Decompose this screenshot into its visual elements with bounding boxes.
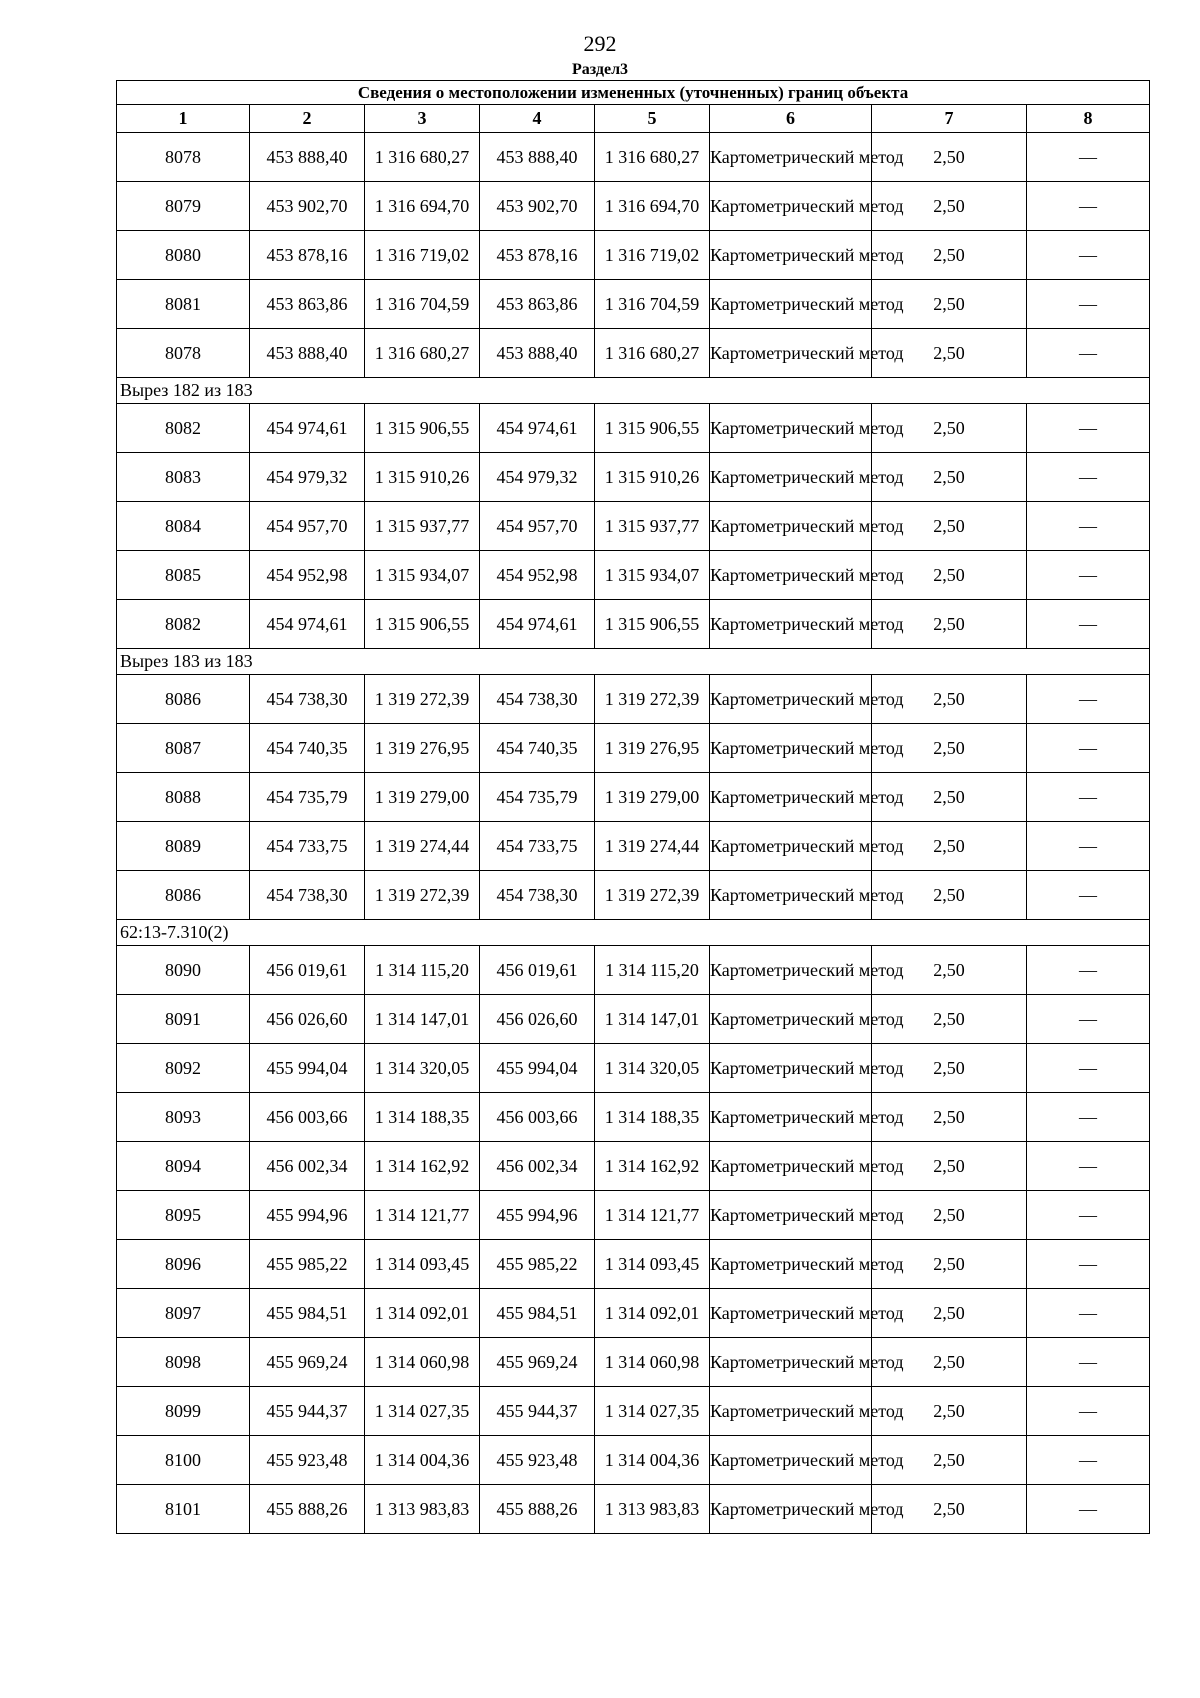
y-refined-cell: 1 319 272,39 [595, 675, 710, 724]
description-cell: — [1027, 1093, 1150, 1142]
description-cell: — [1027, 1387, 1150, 1436]
column-header: 2 [250, 105, 365, 133]
accuracy-cell: 2,50 [872, 946, 1027, 995]
table-row [117, 404, 1150, 453]
point-number-cell: 8100 [117, 1436, 250, 1485]
description-cell: — [1027, 995, 1150, 1044]
table-row [117, 1338, 1150, 1387]
accuracy-cell: 2,50 [872, 1191, 1027, 1240]
method-cell: Картометрический метод [710, 404, 872, 453]
accuracy-cell: 2,50 [872, 133, 1027, 182]
point-number-cell: 8079 [117, 182, 250, 231]
description-cell: — [1027, 1191, 1150, 1240]
accuracy-cell: 2,50 [872, 404, 1027, 453]
y-existing-cell: 1 314 093,45 [365, 1240, 480, 1289]
x-existing-cell: 454 957,70 [250, 502, 365, 551]
description-cell: — [1027, 871, 1150, 920]
x-existing-cell: 454 740,35 [250, 724, 365, 773]
y-existing-cell: 1 314 115,20 [365, 946, 480, 995]
description-cell: — [1027, 1485, 1150, 1534]
accuracy-cell: 2,50 [872, 1093, 1027, 1142]
y-refined-cell: 1 319 279,00 [595, 773, 710, 822]
table-row [117, 1093, 1150, 1142]
method-cell: Картометрический метод [710, 551, 872, 600]
method-cell: Картометрический метод [710, 182, 872, 231]
table-row [117, 724, 1150, 773]
table-row [117, 280, 1150, 329]
x-existing-cell: 454 735,79 [250, 773, 365, 822]
description-cell: — [1027, 404, 1150, 453]
method-cell: Картометрический метод [710, 1142, 872, 1191]
description-cell: — [1027, 329, 1150, 378]
y-existing-cell: 1 316 680,27 [365, 133, 480, 182]
point-number-cell: 8091 [117, 995, 250, 1044]
x-refined-cell: 453 863,86 [480, 280, 595, 329]
y-refined-cell: 1 314 115,20 [595, 946, 710, 995]
method-cell: Картометрический метод [710, 822, 872, 871]
x-refined-cell: 453 888,40 [480, 133, 595, 182]
y-refined-cell: 1 314 147,01 [595, 995, 710, 1044]
y-existing-cell: 1 316 719,02 [365, 231, 480, 280]
x-existing-cell: 455 969,24 [250, 1338, 365, 1387]
y-existing-cell: 1 319 279,00 [365, 773, 480, 822]
method-cell: Картометрический метод [710, 453, 872, 502]
description-cell: — [1027, 1044, 1150, 1093]
description-cell: — [1027, 675, 1150, 724]
x-refined-cell: 455 923,48 [480, 1436, 595, 1485]
description-cell: — [1027, 280, 1150, 329]
y-existing-cell: 1 314 147,01 [365, 995, 480, 1044]
x-existing-cell: 453 878,16 [250, 231, 365, 280]
y-existing-cell: 1 319 274,44 [365, 822, 480, 871]
x-existing-cell: 456 003,66 [250, 1093, 365, 1142]
table-row [117, 329, 1150, 378]
x-refined-cell: 454 979,32 [480, 453, 595, 502]
point-number-cell: 8089 [117, 822, 250, 871]
y-refined-cell: 1 314 004,36 [595, 1436, 710, 1485]
y-refined-cell: 1 316 704,59 [595, 280, 710, 329]
x-existing-cell: 455 923,48 [250, 1436, 365, 1485]
description-cell: — [1027, 1240, 1150, 1289]
point-number-cell: 8087 [117, 724, 250, 773]
table-row [117, 1142, 1150, 1191]
section-label: Раздел3 [571, 61, 629, 78]
method-cell: Картометрический метод [710, 1044, 872, 1093]
method-cell: Картометрический метод [710, 724, 872, 773]
y-existing-cell: 1 314 027,35 [365, 1387, 480, 1436]
method-cell: Картометрический метод [710, 946, 872, 995]
method-cell: Картометрический метод [710, 1289, 872, 1338]
method-cell: Картометрический метод [710, 231, 872, 280]
y-refined-cell: 1 319 276,95 [595, 724, 710, 773]
method-cell: Картометрический метод [710, 600, 872, 649]
accuracy-cell: 2,50 [872, 280, 1027, 329]
description-cell: — [1027, 1436, 1150, 1485]
group-heading-row [117, 649, 1150, 675]
table-row [117, 773, 1150, 822]
y-existing-cell: 1 314 092,01 [365, 1289, 480, 1338]
x-existing-cell: 454 733,75 [250, 822, 365, 871]
y-existing-cell: 1 316 694,70 [365, 182, 480, 231]
group-heading-row [117, 920, 1150, 946]
group-heading: Вырез 183 из 183 [117, 649, 1150, 675]
y-refined-cell: 1 316 680,27 [595, 329, 710, 378]
x-existing-cell: 456 019,61 [250, 946, 365, 995]
table-title: Сведения о местоположении измененных (уточненных) границ объекта [117, 81, 1150, 105]
description-cell: — [1027, 182, 1150, 231]
method-cell: Картометрический метод [710, 1093, 872, 1142]
table-row [117, 182, 1150, 231]
x-refined-cell: 456 026,60 [480, 995, 595, 1044]
x-existing-cell: 454 952,98 [250, 551, 365, 600]
x-refined-cell: 455 994,96 [480, 1191, 595, 1240]
x-existing-cell: 453 888,40 [250, 133, 365, 182]
description-cell: — [1027, 773, 1150, 822]
description-cell: — [1027, 502, 1150, 551]
method-cell: Картометрический метод [710, 995, 872, 1044]
accuracy-cell: 2,50 [872, 600, 1027, 649]
x-refined-cell: 454 738,30 [480, 871, 595, 920]
x-refined-cell: 454 974,61 [480, 404, 595, 453]
y-refined-cell: 1 319 274,44 [595, 822, 710, 871]
accuracy-cell: 2,50 [872, 453, 1027, 502]
description-cell: — [1027, 231, 1150, 280]
point-number-cell: 8092 [117, 1044, 250, 1093]
y-existing-cell: 1 314 162,92 [365, 1142, 480, 1191]
point-number-cell: 8101 [117, 1485, 250, 1534]
x-existing-cell: 455 944,37 [250, 1387, 365, 1436]
x-existing-cell: 454 974,61 [250, 404, 365, 453]
method-cell: Картометрический метод [710, 133, 872, 182]
table-row [117, 946, 1150, 995]
y-existing-cell: 1 314 320,05 [365, 1044, 480, 1093]
accuracy-cell: 2,50 [872, 182, 1027, 231]
method-cell: Картометрический метод [710, 1338, 872, 1387]
y-refined-cell: 1 315 937,77 [595, 502, 710, 551]
y-existing-cell: 1 319 272,39 [365, 871, 480, 920]
x-refined-cell: 454 740,35 [480, 724, 595, 773]
accuracy-cell: 2,50 [872, 1289, 1027, 1338]
y-refined-cell: 1 314 093,45 [595, 1240, 710, 1289]
x-refined-cell: 453 888,40 [480, 329, 595, 378]
method-cell: Картометрический метод [710, 1240, 872, 1289]
x-existing-cell: 454 979,32 [250, 453, 365, 502]
method-cell: Картометрический метод [710, 773, 872, 822]
y-refined-cell: 1 314 121,77 [595, 1191, 710, 1240]
point-number-cell: 8095 [117, 1191, 250, 1240]
x-existing-cell: 454 738,30 [250, 675, 365, 724]
column-header: 6 [710, 105, 872, 133]
point-number-cell: 8099 [117, 1387, 250, 1436]
x-refined-cell: 454 738,30 [480, 675, 595, 724]
y-existing-cell: 1 319 276,95 [365, 724, 480, 773]
point-number-cell: 8098 [117, 1338, 250, 1387]
table-row [117, 1289, 1150, 1338]
table-row [117, 822, 1150, 871]
table-row [117, 1240, 1150, 1289]
point-number-cell: 8083 [117, 453, 250, 502]
point-number-cell: 8084 [117, 502, 250, 551]
x-refined-cell: 456 019,61 [480, 946, 595, 995]
accuracy-cell: 2,50 [872, 724, 1027, 773]
table-row [117, 453, 1150, 502]
table-body [117, 81, 1150, 1534]
method-cell: Картометрический метод [710, 675, 872, 724]
point-number-cell: 8096 [117, 1240, 250, 1289]
x-refined-cell: 454 974,61 [480, 600, 595, 649]
description-cell: — [1027, 946, 1150, 995]
y-refined-cell: 1 315 910,26 [595, 453, 710, 502]
y-refined-cell: 1 316 680,27 [595, 133, 710, 182]
description-cell: — [1027, 600, 1150, 649]
y-refined-cell: 1 314 162,92 [595, 1142, 710, 1191]
accuracy-cell: 2,50 [872, 1485, 1027, 1534]
x-refined-cell: 454 733,75 [480, 822, 595, 871]
point-number-cell: 8086 [117, 675, 250, 724]
point-number-cell: 8080 [117, 231, 250, 280]
column-header: 4 [480, 105, 595, 133]
group-heading-row [117, 378, 1150, 404]
x-existing-cell: 455 984,51 [250, 1289, 365, 1338]
accuracy-cell: 2,50 [872, 231, 1027, 280]
point-number-cell: 8081 [117, 280, 250, 329]
point-number-cell: 8086 [117, 871, 250, 920]
boundary-coordinates-table [116, 80, 1150, 1534]
accuracy-cell: 2,50 [872, 1436, 1027, 1485]
group-heading: Вырез 182 из 183 [117, 378, 1150, 404]
table-row [117, 231, 1150, 280]
accuracy-cell: 2,50 [872, 1387, 1027, 1436]
y-refined-cell: 1 316 694,70 [595, 182, 710, 231]
point-number-cell: 8090 [117, 946, 250, 995]
point-number-cell: 8085 [117, 551, 250, 600]
x-refined-cell: 454 735,79 [480, 773, 595, 822]
y-existing-cell: 1 316 704,59 [365, 280, 480, 329]
y-refined-cell: 1 315 934,07 [595, 551, 710, 600]
point-number-cell: 8082 [117, 600, 250, 649]
table-row [117, 995, 1150, 1044]
x-refined-cell: 456 003,66 [480, 1093, 595, 1142]
x-refined-cell: 453 902,70 [480, 182, 595, 231]
accuracy-cell: 2,50 [872, 773, 1027, 822]
x-existing-cell: 454 738,30 [250, 871, 365, 920]
point-number-cell: 8078 [117, 133, 250, 182]
point-number-cell: 8078 [117, 329, 250, 378]
table-title-row [117, 81, 1150, 105]
description-cell: — [1027, 724, 1150, 773]
description-cell: — [1027, 453, 1150, 502]
method-cell: Картометрический метод [710, 871, 872, 920]
table-row [117, 1044, 1150, 1093]
y-existing-cell: 1 314 188,35 [365, 1093, 480, 1142]
y-refined-cell: 1 315 906,55 [595, 600, 710, 649]
x-refined-cell: 455 985,22 [480, 1240, 595, 1289]
x-refined-cell: 455 888,26 [480, 1485, 595, 1534]
group-heading: 62:13-7.310(2) [117, 920, 1150, 946]
y-refined-cell: 1 313 983,83 [595, 1485, 710, 1534]
point-number-cell: 8088 [117, 773, 250, 822]
y-existing-cell: 1 315 910,26 [365, 453, 480, 502]
method-cell: Картометрический метод [710, 1191, 872, 1240]
accuracy-cell: 2,50 [872, 871, 1027, 920]
table-row [117, 871, 1150, 920]
table-row [117, 133, 1150, 182]
column-header: 1 [117, 105, 250, 133]
accuracy-cell: 2,50 [872, 551, 1027, 600]
table-row [117, 1387, 1150, 1436]
x-existing-cell: 454 974,61 [250, 600, 365, 649]
accuracy-cell: 2,50 [872, 329, 1027, 378]
accuracy-cell: 2,50 [872, 1338, 1027, 1387]
method-cell: Картометрический метод [710, 280, 872, 329]
point-number-cell: 8093 [117, 1093, 250, 1142]
x-refined-cell: 455 969,24 [480, 1338, 595, 1387]
x-refined-cell: 454 952,98 [480, 551, 595, 600]
table-row [117, 1191, 1150, 1240]
accuracy-cell: 2,50 [872, 1142, 1027, 1191]
x-existing-cell: 455 994,04 [250, 1044, 365, 1093]
y-existing-cell: 1 315 937,77 [365, 502, 480, 551]
y-existing-cell: 1 315 906,55 [365, 404, 480, 453]
description-cell: — [1027, 1338, 1150, 1387]
y-refined-cell: 1 316 719,02 [595, 231, 710, 280]
x-refined-cell: 455 944,37 [480, 1387, 595, 1436]
accuracy-cell: 2,50 [872, 822, 1027, 871]
x-existing-cell: 455 985,22 [250, 1240, 365, 1289]
column-header: 8 [1027, 105, 1150, 133]
x-existing-cell: 456 026,60 [250, 995, 365, 1044]
x-existing-cell: 453 888,40 [250, 329, 365, 378]
method-cell: Картометрический метод [710, 1387, 872, 1436]
accuracy-cell: 2,50 [872, 995, 1027, 1044]
y-refined-cell: 1 314 092,01 [595, 1289, 710, 1338]
table-row [117, 1436, 1150, 1485]
page-number: 292 [583, 31, 617, 56]
y-existing-cell: 1 314 060,98 [365, 1338, 480, 1387]
y-refined-cell: 1 315 906,55 [595, 404, 710, 453]
y-existing-cell: 1 319 272,39 [365, 675, 480, 724]
accuracy-cell: 2,50 [872, 675, 1027, 724]
point-number-cell: 8082 [117, 404, 250, 453]
x-existing-cell: 455 888,26 [250, 1485, 365, 1534]
method-cell: Картометрический метод [710, 1485, 872, 1534]
point-number-cell: 8097 [117, 1289, 250, 1338]
x-refined-cell: 453 878,16 [480, 231, 595, 280]
table-row [117, 600, 1150, 649]
table-row [117, 675, 1150, 724]
x-existing-cell: 456 002,34 [250, 1142, 365, 1191]
column-header: 7 [872, 105, 1027, 133]
y-refined-cell: 1 314 060,98 [595, 1338, 710, 1387]
x-refined-cell: 455 984,51 [480, 1289, 595, 1338]
column-header: 3 [365, 105, 480, 133]
table-row [117, 551, 1150, 600]
method-cell: Картометрический метод [710, 1436, 872, 1485]
y-refined-cell: 1 314 027,35 [595, 1387, 710, 1436]
point-number-cell: 8094 [117, 1142, 250, 1191]
description-cell: — [1027, 822, 1150, 871]
table-row [117, 502, 1150, 551]
y-existing-cell: 1 315 934,07 [365, 551, 480, 600]
y-existing-cell: 1 315 906,55 [365, 600, 480, 649]
y-refined-cell: 1 314 188,35 [595, 1093, 710, 1142]
y-refined-cell: 1 319 272,39 [595, 871, 710, 920]
method-cell: Картометрический метод [710, 502, 872, 551]
y-existing-cell: 1 314 121,77 [365, 1191, 480, 1240]
x-existing-cell: 455 994,96 [250, 1191, 365, 1240]
table-row [117, 1485, 1150, 1534]
description-cell: — [1027, 1289, 1150, 1338]
y-existing-cell: 1 314 004,36 [365, 1436, 480, 1485]
x-existing-cell: 453 863,86 [250, 280, 365, 329]
column-number-row [117, 105, 1150, 133]
x-existing-cell: 453 902,70 [250, 182, 365, 231]
description-cell: — [1027, 133, 1150, 182]
x-refined-cell: 455 994,04 [480, 1044, 595, 1093]
y-existing-cell: 1 313 983,83 [365, 1485, 480, 1534]
y-existing-cell: 1 316 680,27 [365, 329, 480, 378]
accuracy-cell: 2,50 [872, 1044, 1027, 1093]
accuracy-cell: 2,50 [872, 1240, 1027, 1289]
description-cell: — [1027, 551, 1150, 600]
column-header: 5 [595, 105, 710, 133]
x-refined-cell: 454 957,70 [480, 502, 595, 551]
accuracy-cell: 2,50 [872, 502, 1027, 551]
method-cell: Картометрический метод [710, 329, 872, 378]
y-refined-cell: 1 314 320,05 [595, 1044, 710, 1093]
description-cell: — [1027, 1142, 1150, 1191]
x-refined-cell: 456 002,34 [480, 1142, 595, 1191]
